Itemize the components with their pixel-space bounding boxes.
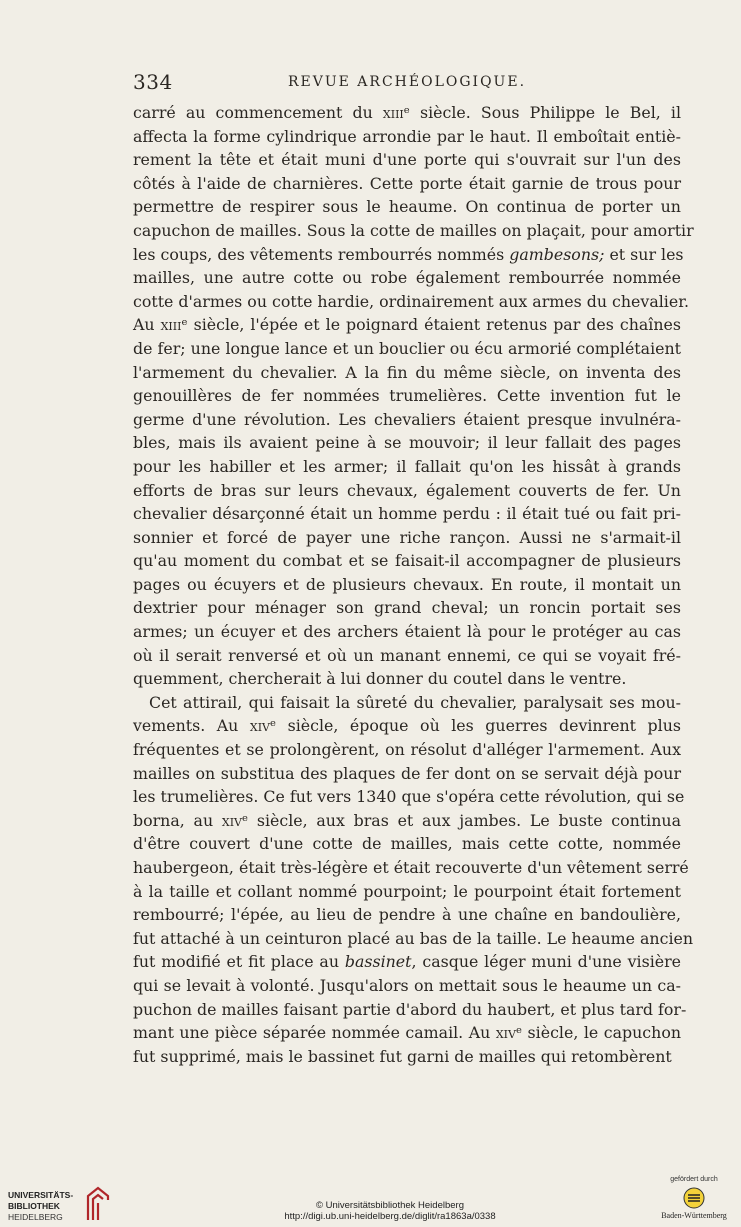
text-line: de fer; une longue lance et un bouclier ou écu armorié complétaient: [133, 338, 681, 358]
text-line: mant une pièce séparée nommée camail. Au xivᵉ siècle, le capuchon: [133, 1023, 682, 1043]
copyright-notice: [260, 1200, 520, 1222]
text-line: sonnier et forcé de payer une riche rançon. Aussi ne s'armait-il: [133, 527, 681, 547]
body-text: [133, 101, 694, 1068]
text-line: cotte d'armes ou cotte hardie, ordinairement aux armes du chevalier.: [133, 291, 690, 311]
text-line: permettre de respirer sous le heaume. On continua de porter un: [133, 197, 681, 217]
century-numeral: xiii: [382, 103, 404, 122]
text-line: les coups, des vêtements rembourrés nommés gambesons; et sur les: [133, 244, 684, 264]
text-line: vements. Au xivᵉ siècle, époque où les guerres devinrent plus: [133, 716, 681, 736]
text-line: mailles, une autre cotte ou robe également rembourrée nommée: [133, 268, 681, 288]
text-line: Cet attirail, qui faisait la sûreté du chevalier, paralysait ses mou-: [149, 692, 681, 712]
library-name: [8, 1190, 73, 1223]
text-line: les trumelières. Ce fut vers 1340 que s'opéra cette révolution, qui se: [133, 787, 685, 807]
century-numeral: xiv: [221, 810, 242, 830]
text-line: Au xiiiᵉ siècle, l'épée et le poignard étaient retenus par des chaînes: [133, 315, 681, 335]
text-line: fut modifié et fit place au bassinet, casque léger muni d'une visière: [133, 952, 681, 972]
funding-notice: [652, 1176, 736, 1220]
century-numeral: xiv: [495, 1023, 516, 1043]
text-line: dextrier pour ménager son grand cheval; un roncin portait ses: [133, 598, 681, 618]
century-numeral: xiii: [160, 315, 182, 335]
text-line: d'être couvert d'une cotte de mailles, mais cette cotte, nommée: [133, 834, 681, 854]
text-line: genouillères de fer nommées trumelières. Cette invention fut le: [133, 386, 681, 406]
century-numeral: xiv: [249, 716, 270, 736]
text-line: armes; un écuyer et des archers étaient là pour le protéger au cas: [133, 622, 681, 642]
text-line: où il serait renversé et où un manant ennemi, ce qui se voyait fré-: [133, 645, 681, 665]
funding-state: Baden-Württemberg: [661, 1211, 727, 1220]
text-line: bles, mais ils avaient peine à se mouvoir; il leur fallait des pages: [133, 433, 681, 453]
text-line: l'armement du chevalier. A la fin du même siècle, on inventa des: [133, 362, 681, 382]
text-line: côtés à l'aide de charnières. Cette porte était garnie de trous pour: [133, 173, 681, 193]
page-footer: [0, 1172, 741, 1227]
text-line: fut attaché à un ceinturon placé au bas de la taille. Le heaume ancien: [133, 928, 694, 948]
text-line: borna, au xivᵉ siècle, aux bras et aux jambes. Le buste continua: [133, 810, 682, 830]
text-line: pages ou écuyers et de plusieurs chevaux. En route, il montait un: [133, 574, 681, 594]
library-emblem-icon: [84, 1186, 112, 1222]
source-url-link[interactable]: http://digi.ub.uni-heidelberg.de/diglit/ra1863a/0338: [284, 1211, 496, 1222]
library-line-3: HEIDELBERG: [8, 1212, 63, 1222]
italic-term: gambesons;: [509, 244, 605, 264]
text-line: affecta la forme cylindrique arrondie par le haut. Il emboîtait entiè-: [133, 126, 681, 146]
text-line: qu'au moment du combat et se faisait-il accompagner de plusieurs: [133, 551, 681, 571]
text-line: efforts de bras sur leurs chevaux, également couverts de fer. Un: [133, 480, 681, 500]
text-line: carré au commencement du xiiiᵉ siècle. Sous Philippe le Bel, il: [133, 103, 681, 122]
text-line: rement la tête et était muni d'une porte qui s'ouvrait sur l'un des: [133, 150, 681, 170]
text-line: germe d'une révolution. Les chevaliers étaient presque invulnéra-: [133, 409, 681, 429]
library-line-1: UNIVERSITÄTS-: [8, 1190, 74, 1200]
funding-label: gefördert durch: [670, 1176, 718, 1183]
library-logo[interactable]: [8, 1182, 148, 1224]
text-line: à la taille et collant nommé pourpoint; le pourpoint était fortement: [133, 881, 681, 901]
page-number: 334: [133, 70, 173, 94]
text-line: mailles on substitua des plaques de fer dont on se servait déjà pour: [133, 763, 681, 783]
running-title: REVUE ARCHÉOLOGIQUE.: [287, 74, 527, 90]
text-line: chevalier désarçonné était un homme perdu : il était tué ou fait pri-: [133, 504, 681, 524]
text-line: capuchon de mailles. Sous la cotte de mailles on plaçait, pour amortir: [133, 220, 694, 240]
text-line: fut supprimé, mais le bassinet fut garni de mailles qui retombèrent: [133, 1046, 672, 1066]
text-line: rembourré; l'épée, au lieu de pendre à une chaîne en bandoulière,: [133, 905, 681, 925]
italic-term: bassinet: [344, 952, 412, 972]
text-line: pour les habiller et les armer; il fallait qu'on les hissât à grands: [133, 456, 681, 476]
copyright-line: © Universitätsbibliothek Heidelberg: [316, 1200, 464, 1211]
text-line: fréquentes et se prolongèrent, on résolut d'alléger l'armement. Aux: [133, 740, 681, 760]
state-crest-icon: [683, 1187, 705, 1209]
text-line: quemment, chercherait à lui donner du coutel dans le ventre.: [133, 669, 627, 689]
text-line: qui se levait à volonté. Jusqu'alors on mettait sous le heaume un ca-: [133, 975, 681, 995]
text-line: haubergeon, était très-légère et était recouverte d'un vêtement serré: [133, 858, 689, 877]
page-header: [133, 70, 681, 98]
library-line-2: BIBLIOTHEK: [8, 1201, 60, 1211]
text-line: puchon de mailles faisant partie d'abord du haubert, et plus tard for-: [133, 999, 687, 1019]
